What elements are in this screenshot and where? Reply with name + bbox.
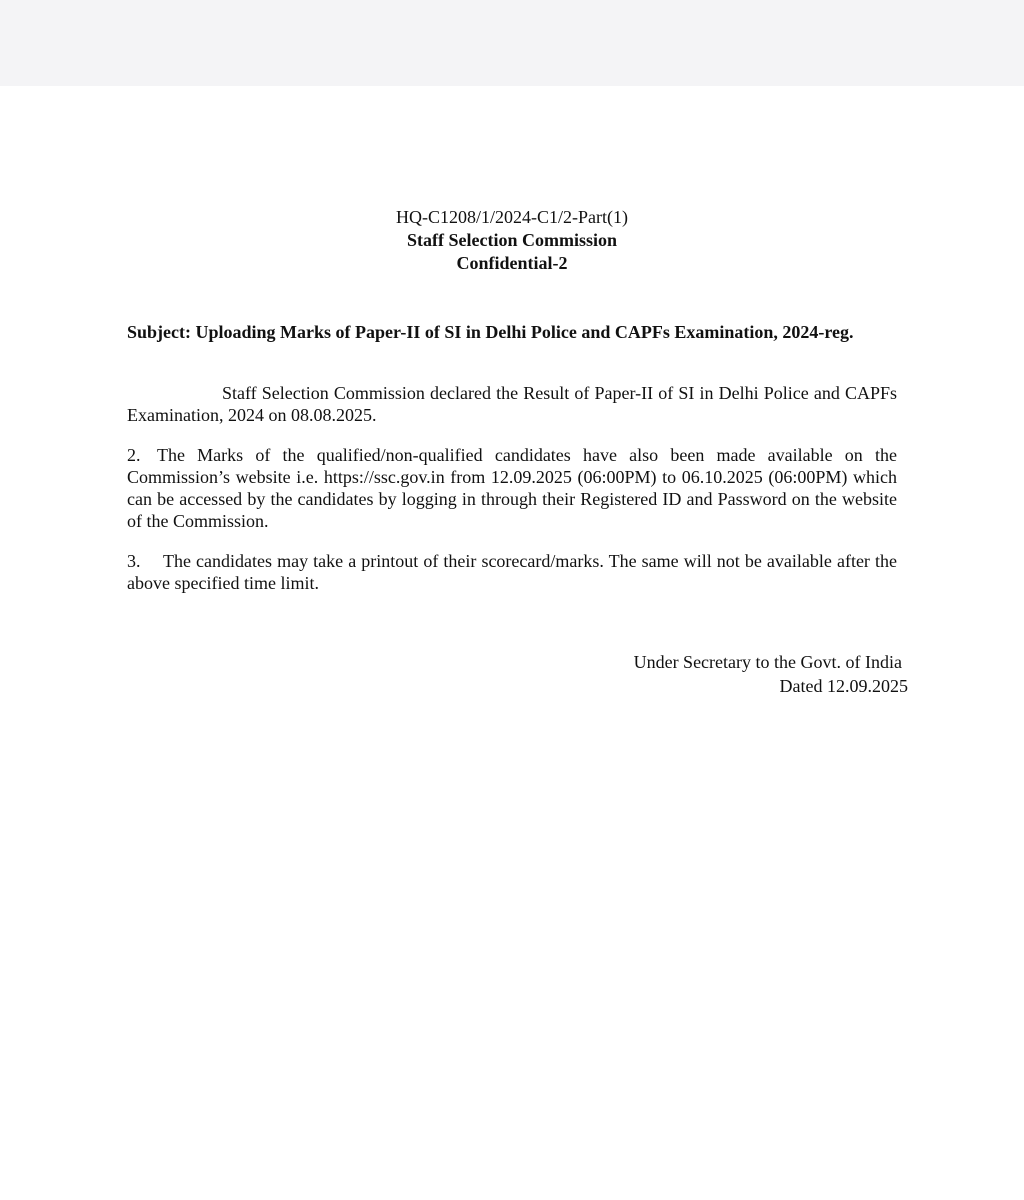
signature-block: [634, 650, 908, 698]
top-band: [0, 0, 1024, 86]
paragraph-3-number: 3.: [127, 551, 141, 571]
signatory-title: Under Secretary to the Govt. of India: [633, 652, 902, 672]
paragraph-2-number: 2.: [127, 445, 141, 465]
dated-line: Dated 12.09.2025: [779, 676, 908, 696]
paragraph-3: [127, 550, 897, 594]
organization-name: Staff Selection Commission: [407, 230, 617, 250]
document-header: [0, 206, 1024, 275]
classification-label: Confidential-2: [456, 253, 568, 273]
reference-number: HQ-C1208/1/2024-C1/2-Part(1): [396, 207, 628, 227]
paragraph-1: [127, 382, 897, 426]
paragraph-1-text: Staff Selection Commission declared the Result of Paper-II of SI in Delhi Police and CAPFs Examination, 2024 on 08.08.2025.: [127, 383, 897, 425]
document-page: [0, 86, 1024, 1200]
paragraph-3-text: The candidates may take a printout of their scorecard/marks. The same will not be available after the above specified time limit.: [127, 551, 897, 593]
paragraph-2: [127, 444, 897, 532]
subject-line: Subject: Uploading Marks of Paper-II of SI in Delhi Police and CAPFs Examination, 2024-reg.: [127, 322, 854, 342]
paragraph-2-text: The Marks of the qualified/non-qualified candidates have also been made available on the Commission’s website i.e. https://ssc.gov.in from 12.09.2025 (06:00PM) to 06.10.2025 (06:00PM) which can be accessed by the candidates by logging in through their Registered ID and Password on the website of the Commission.: [127, 445, 897, 531]
